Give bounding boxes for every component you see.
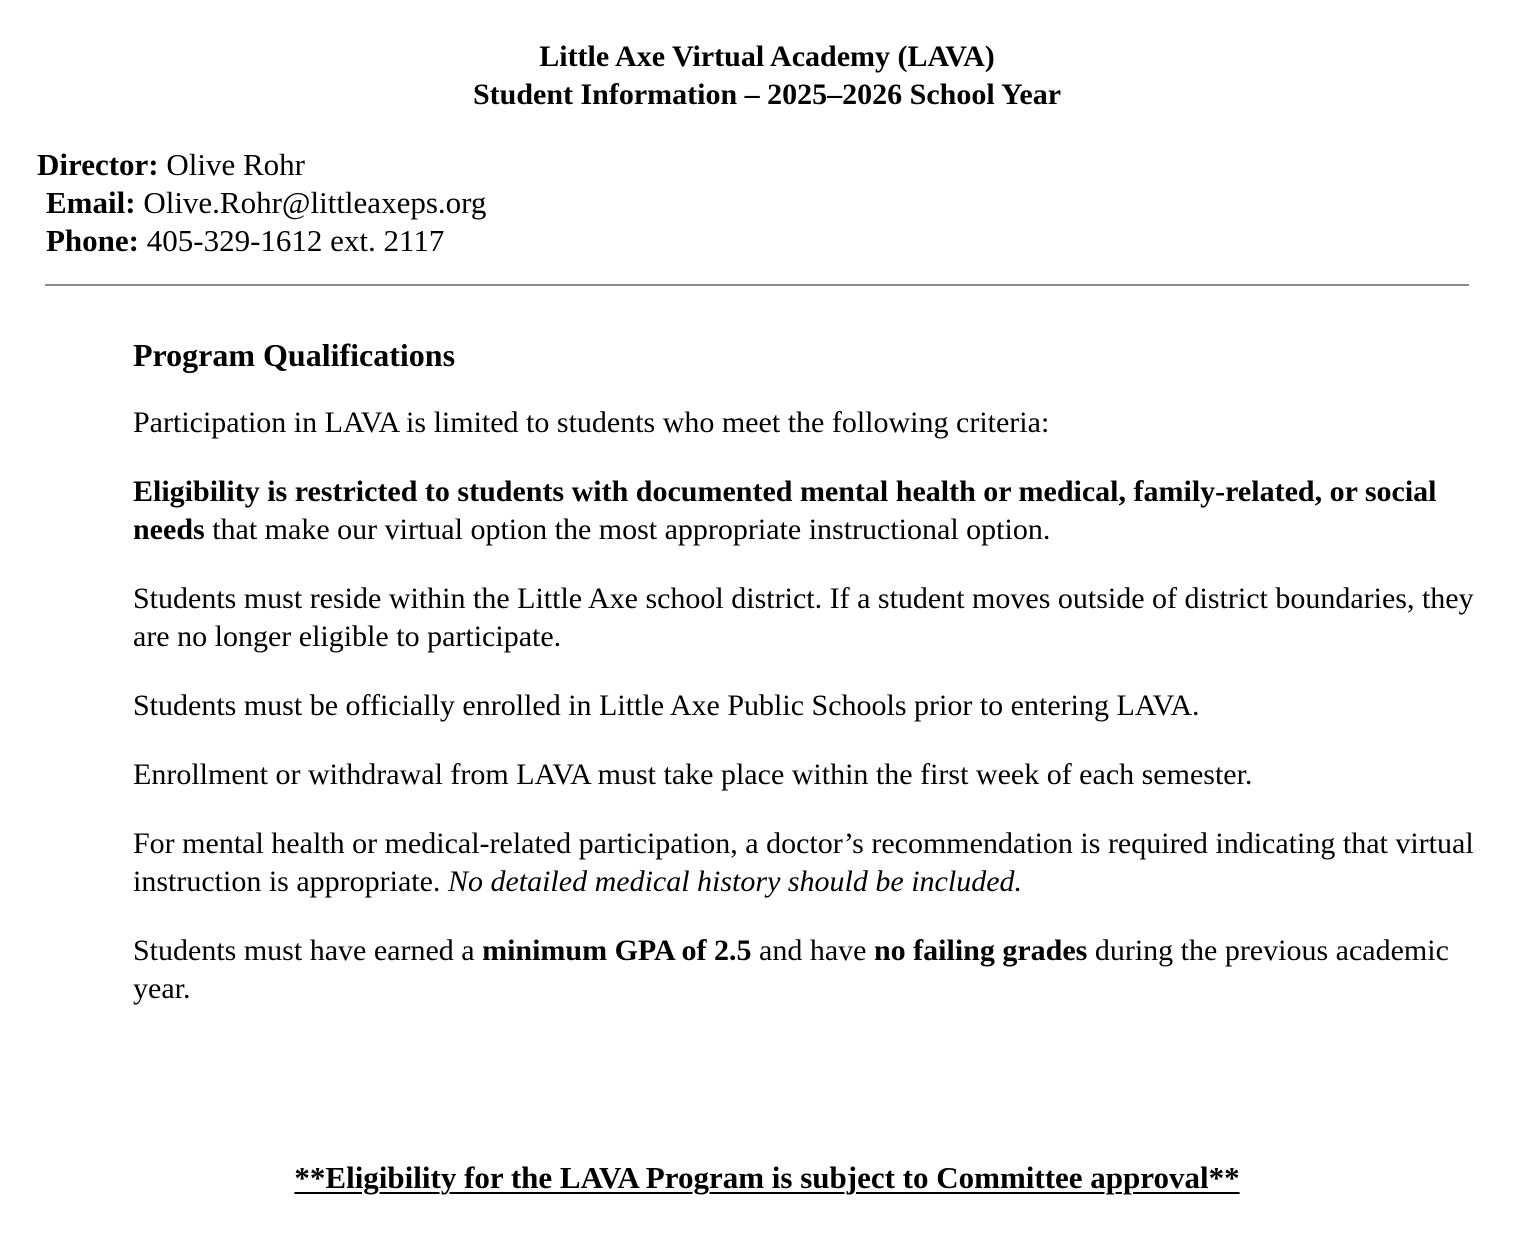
contact-block [37, 146, 486, 260]
title-line-1: Little Axe Virtual Academy (LAVA) [539, 40, 995, 73]
medical-italic-note: No detailed medical history should be included. [447, 865, 1023, 898]
qualifications-section [133, 334, 1483, 1039]
intro-paragraph: Participation in LAVA is limited to students who meet the following criteria: [133, 406, 1050, 439]
email-address: Olive.Rohr@littleaxeps.org [143, 185, 487, 220]
gpa-text-1: Students must have earned a [133, 934, 483, 967]
no-failing-grades: no failing grades [873, 934, 1088, 967]
eligibility-text: that make our virtual option the most appropriate instructional option. [204, 513, 1051, 546]
section-heading: Program Qualifications [133, 337, 456, 373]
email-label: Email: [46, 185, 136, 220]
director-label: Director: [37, 147, 159, 182]
committee-approval-text: **Eligibility for the LAVA Program is subject to Committee approval** [294, 1160, 1240, 1195]
committee-approval-note [0, 1158, 1534, 1198]
medical-paragraph [133, 825, 1483, 901]
director-row [37, 146, 486, 184]
phone-number: 405-329-1612 ext. 2117 [146, 223, 445, 258]
eligibility-paragraph [133, 473, 1483, 549]
enrollment-required-paragraph: Students must be officially enrolled in Little Axe Public Schools prior to entering LAVA. [133, 689, 1200, 722]
enrollment-window-paragraph: Enrollment or withdrawal from LAVA must take place within the first week of each semester. [133, 758, 1253, 791]
gpa-text-3: during the previous academic year. [133, 934, 1449, 1005]
medical-text: For mental health or medical-related participation, a doctor’s recommendation is required indicating that virtual instruction is appropriate. [133, 827, 1474, 898]
email-row [37, 184, 486, 222]
eligibility-bold-text: Eligibility is restricted to students with documented mental health or medical, family-related, or social needs [133, 475, 1437, 546]
residency-paragraph: Students must reside within the Little Axe school district. If a student moves outside of district boundaries, they are no longer eligible to participate. [133, 582, 1474, 653]
gpa-minimum: minimum GPA of 2.5 [482, 934, 752, 967]
phone-label: Phone: [46, 223, 139, 258]
phone-row [37, 222, 486, 260]
document-title [0, 38, 1534, 114]
gpa-paragraph [133, 932, 1483, 1008]
horizontal-divider [45, 284, 1469, 286]
gpa-text-2: and have [751, 934, 874, 967]
director-name: Olive Rohr [166, 147, 305, 182]
title-line-2: Student Information – 2025–2026 School Year [472, 78, 1062, 111]
